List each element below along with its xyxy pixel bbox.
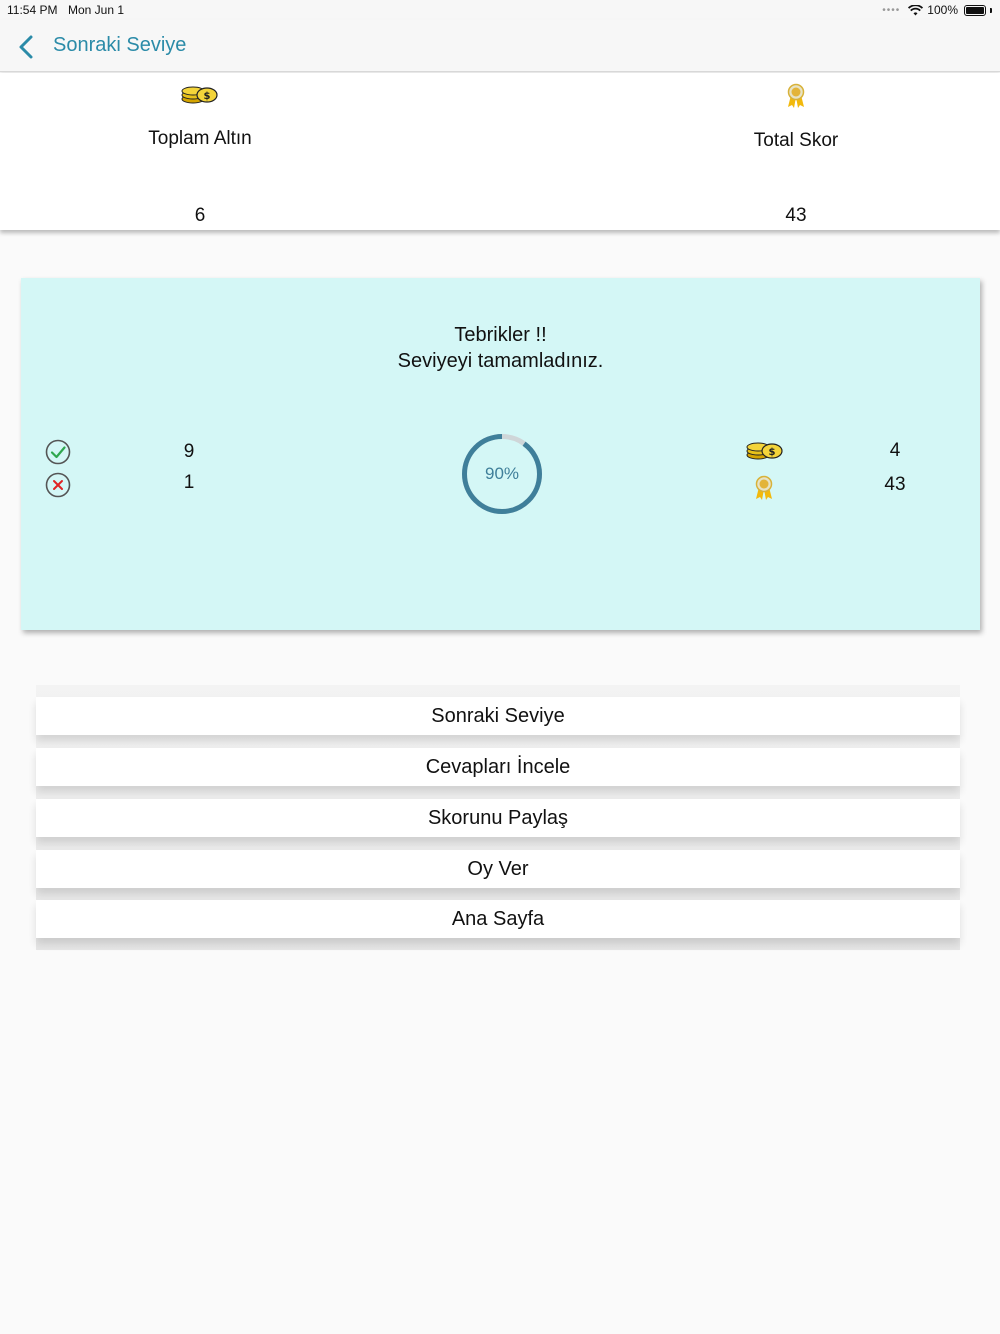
- gold-earned: 4: [889, 440, 901, 461]
- status-indicators: [882, 3, 992, 17]
- check-circle-icon: [45, 439, 71, 465]
- total-gold: [50, 73, 350, 230]
- home-button[interactable]: Ana Sayfa: [36, 900, 960, 938]
- congrats-title: Tebrikler !!: [454, 324, 547, 346]
- total-score: [646, 73, 946, 230]
- total-score-label: Total Skor: [753, 130, 839, 151]
- total-gold-label: Toplam Altın: [148, 128, 252, 149]
- action-list: [36, 685, 960, 950]
- svg-text:$: $: [203, 91, 211, 102]
- totals-panel: [0, 73, 1000, 230]
- battery-percent: 100%: [927, 3, 958, 17]
- wifi-icon: [908, 5, 923, 16]
- progress-percent: 90%: [484, 464, 520, 483]
- review-answers-button[interactable]: Cevapları İncele: [36, 748, 960, 786]
- medal-icon: [786, 83, 806, 109]
- status-bar: [0, 0, 1000, 20]
- total-gold-value: 6: [194, 205, 206, 226]
- result-card: [21, 278, 980, 630]
- medal-icon: [754, 475, 774, 501]
- status-date: Mon Jun 1: [68, 3, 125, 17]
- x-circle-icon: [45, 472, 71, 498]
- nav-back-title[interactable]: Sonraki Seviye: [53, 34, 187, 56]
- congrats-subtitle: Seviyeyi tamamladınız.: [397, 350, 604, 372]
- signal-icon: ••••: [882, 4, 901, 16]
- total-score-value: 43: [785, 205, 807, 226]
- wrong-count: 1: [183, 472, 195, 493]
- congrats-message: [21, 322, 980, 374]
- coins-icon: [746, 439, 784, 461]
- share-score-button[interactable]: Skorunu Paylaş: [36, 799, 960, 837]
- correct-count: 9: [183, 441, 195, 462]
- svg-text:$: $: [768, 447, 776, 458]
- coins-icon: [181, 83, 219, 105]
- navigation-bar: [0, 20, 1000, 72]
- score-earned: 43: [884, 474, 906, 495]
- battery-nub: [990, 8, 992, 13]
- chevron-left-icon[interactable]: [16, 34, 36, 60]
- next-level-button[interactable]: Sonraki Seviye: [36, 697, 960, 735]
- battery-icon: [964, 5, 986, 16]
- rate-button[interactable]: Oy Ver: [36, 850, 960, 888]
- status-time: 11:54 PM: [7, 3, 58, 17]
